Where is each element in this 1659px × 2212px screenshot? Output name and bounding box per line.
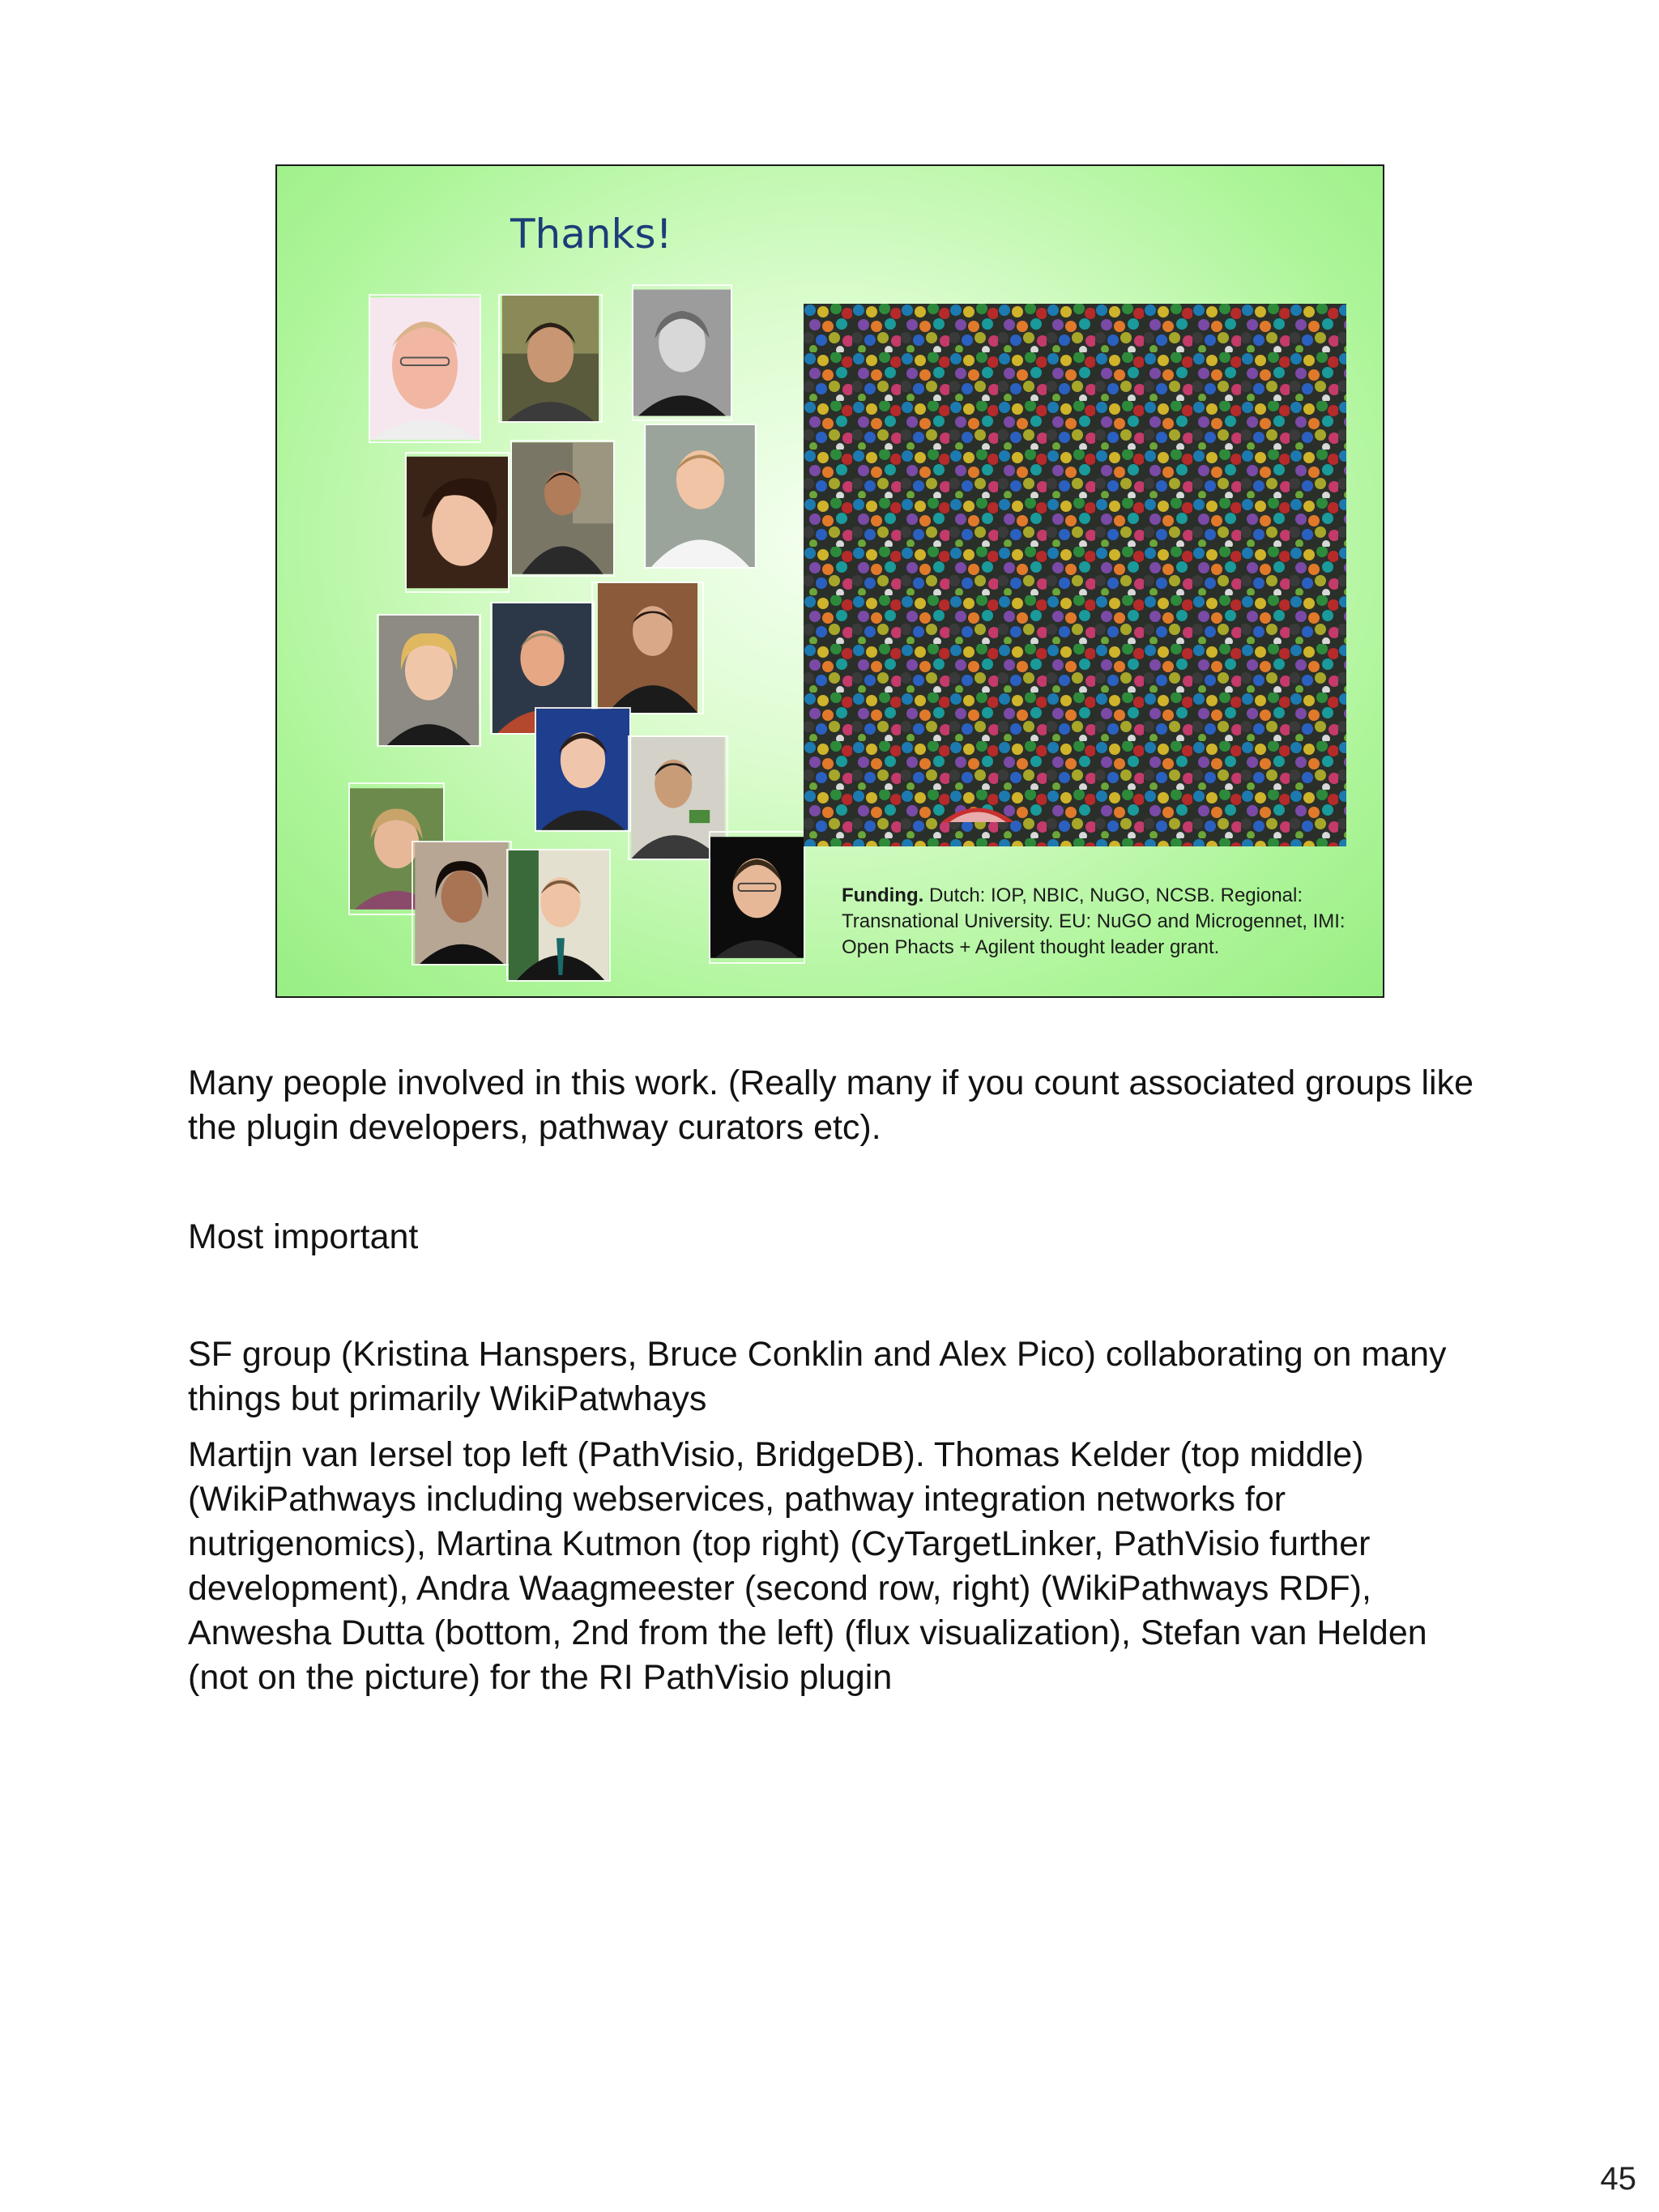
team-photo	[536, 709, 629, 830]
slide-title: Thanks!	[510, 211, 672, 258]
team-photo	[512, 441, 613, 575]
team-photo	[710, 833, 804, 962]
funding-label: Funding.	[842, 884, 924, 906]
crowd-photo	[804, 304, 1346, 846]
team-photo	[407, 454, 508, 591]
team-photo	[633, 286, 731, 420]
page-number: 45	[1600, 2161, 1636, 2197]
slide-image	[275, 164, 1384, 998]
team-photo	[593, 583, 702, 713]
notes-paragraph: Most important	[188, 1217, 419, 1256]
team-photo	[646, 425, 755, 567]
speaker-notes	[188, 1061, 1484, 1700]
notes-paragraph: Many people involved in this work. (Really many if you count associated groups like the plugin developers, pathway curators etc).	[188, 1063, 1474, 1147]
team-photo	[500, 296, 601, 421]
funding-details: Dutch: IOP, NBIC, NuGO, NCSB. Regional: Transnational University. EU: NuGO and Microgennet, IMI: Open Phacts + Agilent thought leader grant.	[842, 884, 1346, 958]
funding-text	[842, 883, 1360, 961]
team-photo	[370, 296, 480, 441]
notes-paragraph: SF group (Kristina Hanspers, Bruce Conklin and Alex Pico) collaborating on many things but primarily WikiPatwhays	[188, 1335, 1447, 1418]
team-photo	[508, 850, 609, 980]
team-photo	[378, 616, 480, 745]
team-photo	[413, 842, 510, 964]
notes-paragraph: Martijn van Iersel top left (PathVisio, BridgeDB). Thomas Kelder (top middle) (WikiPathways including webservices, pathway integration networks for nutrigenomics), Martina Kutmon (top right) (CyTargetLinker, PathVisio further development), Andra Waagmeester (second row, right) (WikiPathways RDF), Anwesha Dutta (bottom, 2nd from the left) (flux visualization), Stefan van Helden (not on the picture) for the RI PathVisio plugin	[188, 1435, 1427, 1697]
